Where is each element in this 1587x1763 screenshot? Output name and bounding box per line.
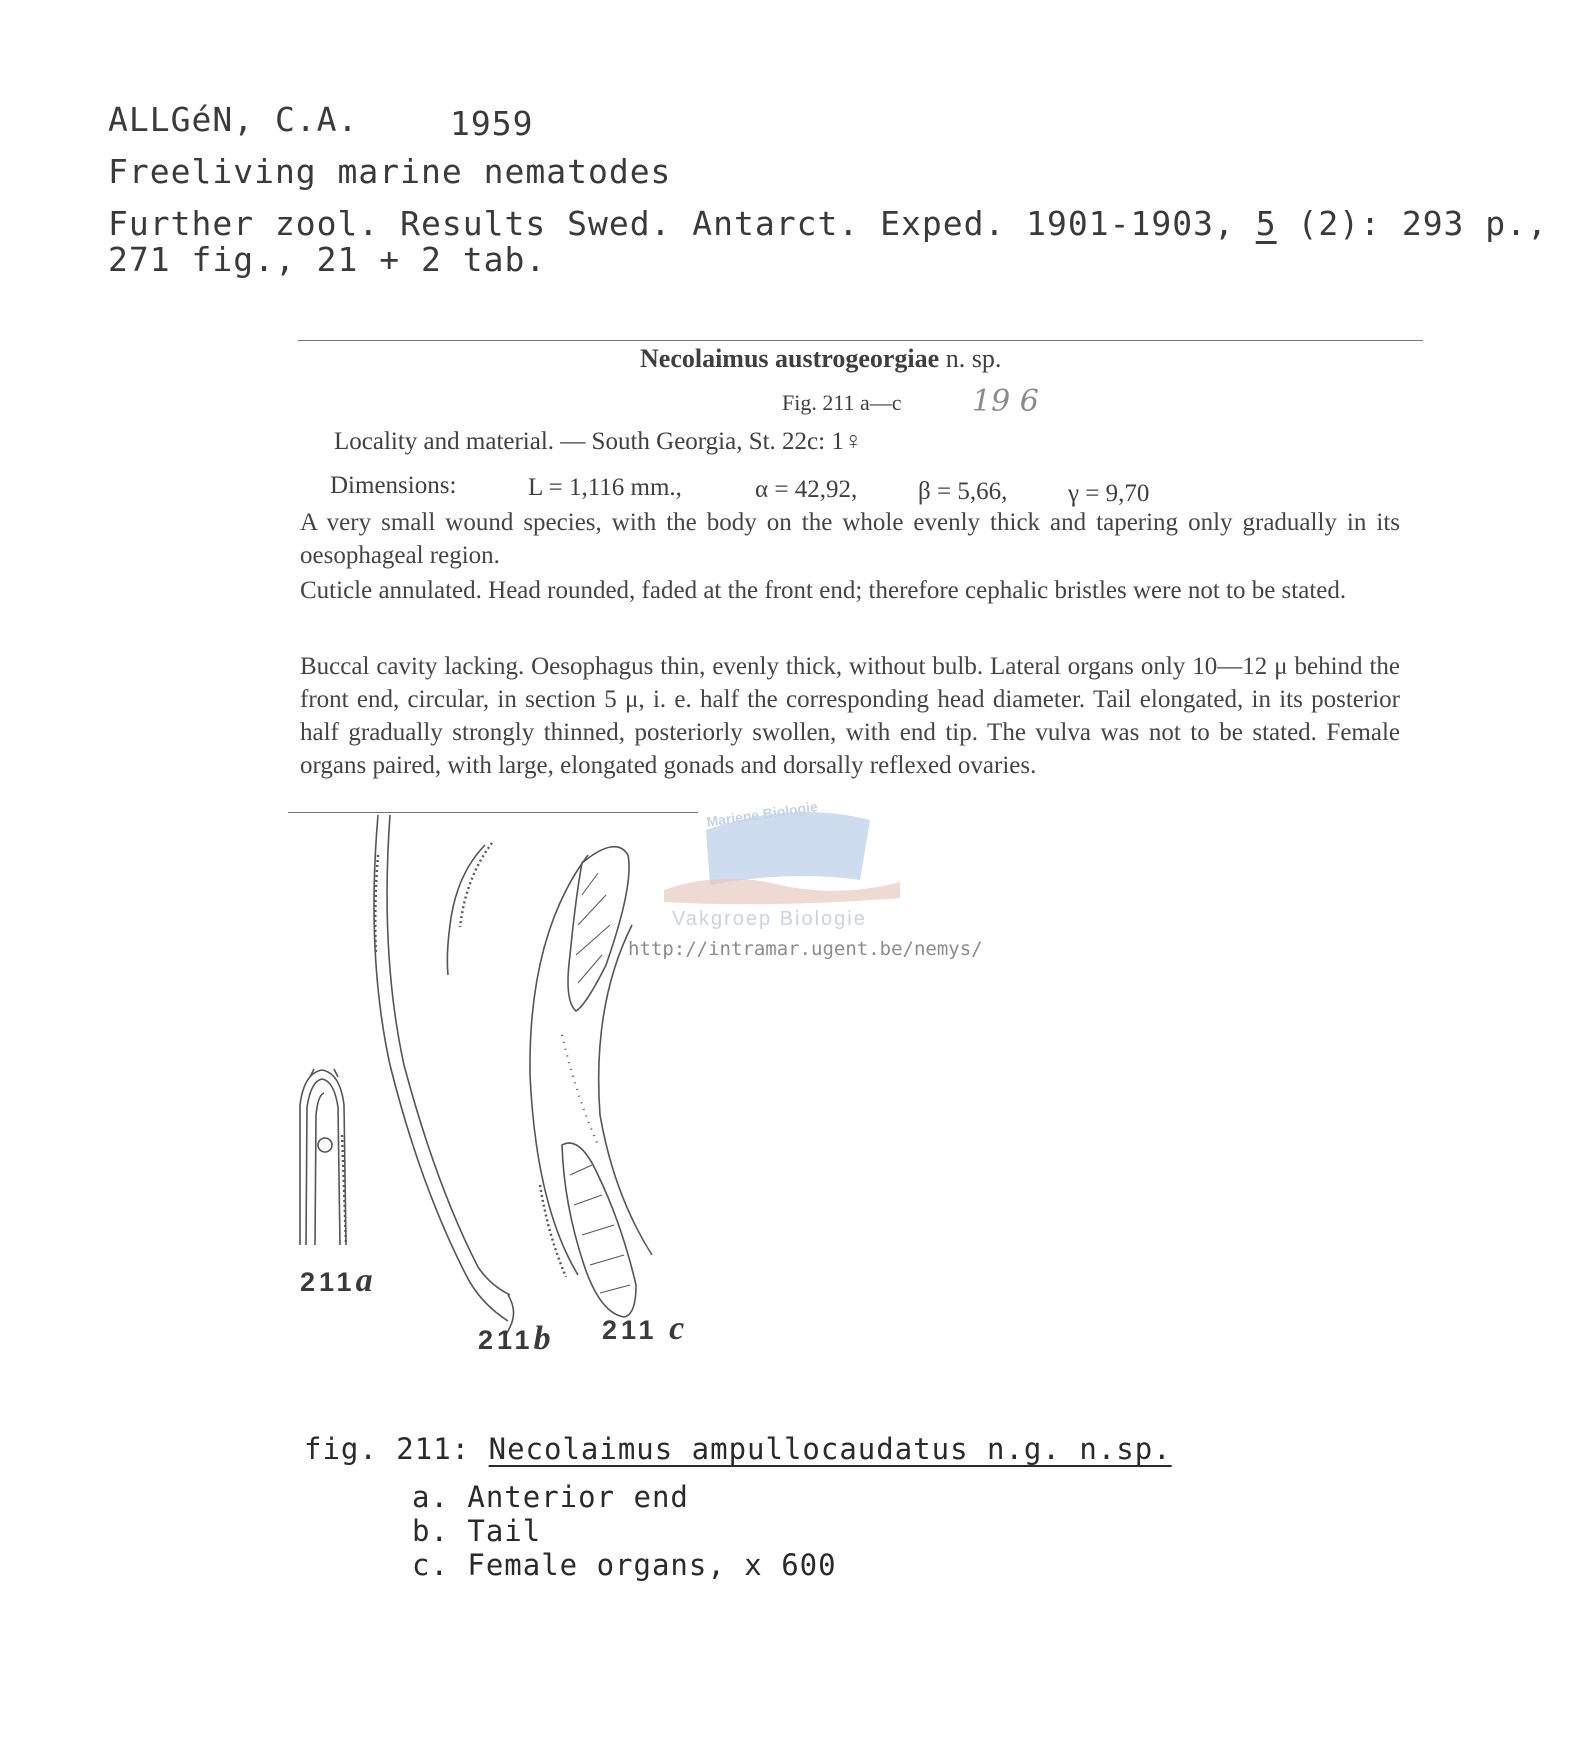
dimensions-label: Dimensions: [330,472,457,499]
paragraph-1: A very small wound species, with the body on the whole evenly thick and tapering only gradually in its oesophageal region. [300,509,1400,569]
bottom-rule [288,812,698,813]
figure-211c-drawing [530,847,652,1317]
label-211a: 211a [300,1262,373,1299]
watermark-group: Vakgroep Biologie [672,908,867,930]
watermark-arc-text: Mariene Biologie [705,798,819,830]
source-pages: (2): 293 p., [1297,204,1548,243]
dimension-alpha: α = 42,92, [755,476,858,503]
paragraph-2: Cuticle annulated. Head rounded, faded at the front end; therefore cephalic bristles were not to be stated. [300,577,1347,604]
fig-reference: Fig. 211 a—c [782,390,902,415]
handwritten-note: 19 6 [972,384,1039,419]
source-journal: Further zool. Results Swed. Antarct. Exped. 1901-1903, [108,204,1235,243]
caption-item-b: b. Tail [412,1514,542,1548]
author: ALLGéN, C.A. [108,100,359,139]
dimension-gamma: γ = 9,70 [1068,480,1150,507]
figure-211a-drawing [300,1069,346,1245]
paragraph-3: Buccal cavity lacking. Oesophagus thin, evenly thick, without bulb. Lateral organs only 10—12 μ behind the front end, circular, in section 5 μ, i. e. half the corresponding head diameter. Tail elongated, in its posterior half gradually strongly thinned, posteriorly swollen, with end tip. The vulva was not to be stated. Female organs paired, with large, elongated gonads and dorsally reflexed ovaries. [300,653,1400,779]
year: 1959 [450,104,534,143]
watermark-url: http://intramar.ugent.be/nemys/ [628,938,983,960]
dimension-beta: β = 5,66, [918,478,1008,505]
species-suffix: n. sp. [945,344,1002,373]
figure-211b-drawing [374,815,514,1335]
caption-item-a: a. Anterior end [412,1480,689,1514]
locality-line: Locality and material. — South Georgia, St. 22c: 1♀ [334,428,863,455]
caption-title-line [304,1432,1172,1466]
dimension-l: L = 1,116 mm., [528,474,682,501]
reference-title: Freeliving marine nematodes [108,152,672,191]
species-name: Necolaimus austrogeorgiae [640,344,940,373]
caption-prefix: fig. 211: [304,1432,471,1466]
nematode-figure [280,815,700,1335]
source-line-2: 271 fig., 21 + 2 tab. [108,240,547,279]
label-211b: 211b [478,1320,551,1357]
label-211c: 211 c [602,1310,685,1347]
species-heading [640,344,1001,374]
top-rule [298,340,1423,341]
source-volume: 5 [1255,204,1277,243]
source-line-1 [108,204,1548,243]
caption-species: Necolaimus ampullocaudatus n.g. n.sp. [488,1432,1172,1466]
caption-item-c: c. Female organs, x 600 [412,1548,837,1582]
